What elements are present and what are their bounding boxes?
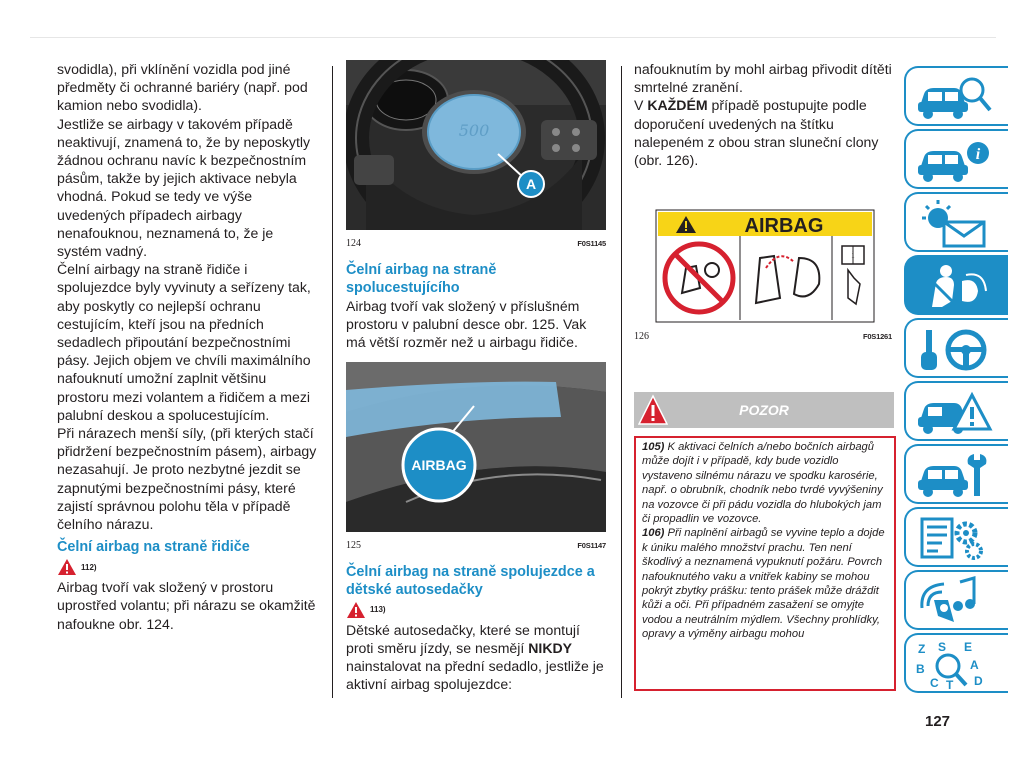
svg-text:A: A bbox=[970, 658, 979, 672]
warning-triangle-icon bbox=[57, 558, 77, 576]
figure-caption bbox=[346, 540, 606, 551]
warning-lights-message-icon bbox=[914, 198, 994, 248]
seat-belt-airbag-icon bbox=[914, 261, 994, 311]
column-2 bbox=[346, 60, 606, 693]
tab-technical-data[interactable] bbox=[904, 507, 1008, 567]
callout-label-a: A bbox=[525, 176, 537, 192]
paragraph: V KAŽDÉM případě postupujte podle doporučení uvedených na štítku nalepeném z obou stran sluneční clony (obr. 126). bbox=[634, 97, 879, 169]
tab-emergency[interactable] bbox=[904, 381, 1008, 441]
paragraph: nafouknutím by mohl airbag přivodit dítěti smrtelné zranění. bbox=[634, 61, 892, 96]
steering-wheel-image bbox=[346, 60, 606, 230]
column-divider bbox=[621, 66, 622, 698]
svg-text:D: D bbox=[974, 674, 983, 688]
figure-caption bbox=[634, 331, 892, 342]
svg-text:500: 500 bbox=[458, 121, 490, 140]
alphabetical-index-icon bbox=[914, 639, 994, 693]
column-divider bbox=[332, 66, 333, 698]
figure-code: F0S1147 bbox=[577, 540, 606, 550]
warning-reference bbox=[346, 599, 606, 621]
figure-code: F0S1145 bbox=[577, 239, 606, 248]
figure-126 bbox=[634, 198, 892, 342]
tab-maintenance[interactable] bbox=[904, 444, 1008, 504]
column-1 bbox=[57, 60, 319, 633]
paragraph: Čelní airbagy na straně řidiče i spolujezdce byly vyvinuty a seřízeny tak, aby poskytly co nejlepší ochranu cestujícím, kteří jsou na předních sedadlech připoutání bezpečnostními pásy. Jejich objem ve chvíli maximálního nafouknutí umožní zaplnit většinu prostoru mezi volantem a řidičem a mezi palubní deskou a spolucestujícím. bbox=[57, 261, 311, 423]
car-info-icon bbox=[914, 135, 994, 185]
car-wrench-icon bbox=[914, 450, 994, 500]
paragraph: svodidla), při vklínění vozidla pod jiné předměty či ochranné bariéry (např. pod kamion nebo svodidla). bbox=[57, 61, 308, 114]
warning-reference bbox=[57, 556, 319, 578]
figure-124 bbox=[346, 60, 606, 249]
key-steering-wheel-icon bbox=[914, 324, 994, 374]
top-rule bbox=[30, 37, 996, 38]
tab-safety[interactable] bbox=[904, 255, 1008, 315]
figure-number: 126 bbox=[634, 331, 649, 342]
multimedia-icon bbox=[914, 576, 994, 626]
pozor-banner bbox=[634, 392, 894, 428]
warning-ref-number: 112) bbox=[81, 562, 97, 572]
warning-106: 106) Při naplnění airbagů se vyvine teplo a dojde k úniku malého množství prachu. Ten není škodlivý a neznamená vypuknutí požáru. Povrch nafouknutého vaku a vnitřek kabiny se mohou pokrýt zbytky prášku: tento prášek může dráždit kůži a oči. Při případném zasažení se omyjte vodou a neutrálním mýdlem. Všechny prohlídky, opravy a výměny airbagu mohou bbox=[642, 527, 885, 641]
svg-text:E: E bbox=[964, 640, 973, 654]
tab-car-info[interactable] bbox=[904, 129, 1008, 189]
svg-text:S: S bbox=[938, 640, 947, 654]
column-3 bbox=[634, 60, 896, 169]
figure-number: 125 bbox=[346, 539, 361, 551]
svg-text:i: i bbox=[851, 250, 855, 261]
label-title: AIRBAG bbox=[744, 215, 824, 237]
tab-warning-lights[interactable] bbox=[904, 192, 1008, 252]
warning-box bbox=[634, 436, 896, 691]
pozor-label: POZOR bbox=[739, 402, 789, 418]
svg-text:T: T bbox=[946, 678, 954, 692]
tab-index[interactable] bbox=[904, 633, 1008, 693]
figure-125 bbox=[346, 362, 606, 551]
paragraph: Dětské autosedačky, které se montují proti směru jízdy, se nesmějí NIKDY nainstalovat na přední sedadlo, jestliže je aktivní airbag spolujezdce: bbox=[346, 621, 604, 693]
svg-text:C: C bbox=[930, 676, 939, 690]
warning-105: 105) K aktivaci čelních a/nebo bočních airbagů může dojít i v případě, kdy bude vozidlo vystaveno silnému nárazu ve spodku karosérie, např. o obrubník, chodník nebo tvrdé vyvýšeniny na vozovce či při pádu vozidla do hlubokých jam či propadlin ve vozovce. bbox=[642, 441, 883, 526]
page-number: 127 bbox=[925, 713, 951, 730]
figure-caption bbox=[346, 238, 606, 249]
tab-multimedia[interactable] bbox=[904, 570, 1008, 630]
tab-car-knowledge[interactable] bbox=[904, 66, 1008, 126]
paragraph: Jestliže se airbagy v takovém případě neaktivují, znamená to, že by neposkytly žádnou ochranu navíc k bezpečnostním pásům, takže by jejich aktivace nebyla vhodná. Pokud se tedy ve výše uvedených případech airbagy nenafouknou, neznamená to, že je systém vadný. bbox=[57, 115, 311, 260]
tab-starting-driving[interactable] bbox=[904, 318, 1008, 378]
warning-ref-number: 113) bbox=[370, 605, 386, 615]
figure-number: 124 bbox=[346, 238, 361, 249]
dashboard-airbag-image bbox=[346, 362, 606, 532]
callout-label-airbag: AIRBAG bbox=[411, 456, 467, 473]
svg-text:Z: Z bbox=[918, 642, 926, 656]
figure-code: F0S1261 bbox=[862, 332, 892, 341]
warning-triangle-icon bbox=[346, 601, 366, 619]
svg-text:i: i bbox=[975, 146, 981, 163]
emergency-car-icon bbox=[914, 387, 994, 437]
svg-text:B: B bbox=[916, 662, 925, 676]
car-magnifier-icon bbox=[914, 72, 994, 122]
section-heading-driver-airbag: Čelní airbag na straně řidiče bbox=[57, 539, 250, 556]
specs-gear-icon bbox=[914, 513, 994, 563]
paragraph: Airbag tvoří vak složený v prostoru uprostřed volantu; při nárazu se okamžitě nafoukne obr. 124. bbox=[57, 579, 316, 632]
paragraph: Airbag tvoří vak složený v příslušném prostoru v palubní desce obr. 125. Vak má větší rozměr než u airbagu řidiče. bbox=[346, 298, 587, 351]
airbag-warning-label-image bbox=[634, 198, 892, 328]
section-heading-passenger-airbag: Čelní airbag na straně spolucestujícího bbox=[346, 262, 497, 296]
section-heading-child-seat: Čelní airbag na straně spolujezdce a dětské autosedačky bbox=[346, 563, 595, 598]
paragraph: Při nárazech menší síly, (při kterých stačí přidržení bezpečnostním pásem), airbagy nezasahují. Je proto nezbytné jezdit se zapnutými bezpečnostními pásy, které zajistí správnou polohu těla v případě čelního nárazu. bbox=[57, 425, 317, 533]
